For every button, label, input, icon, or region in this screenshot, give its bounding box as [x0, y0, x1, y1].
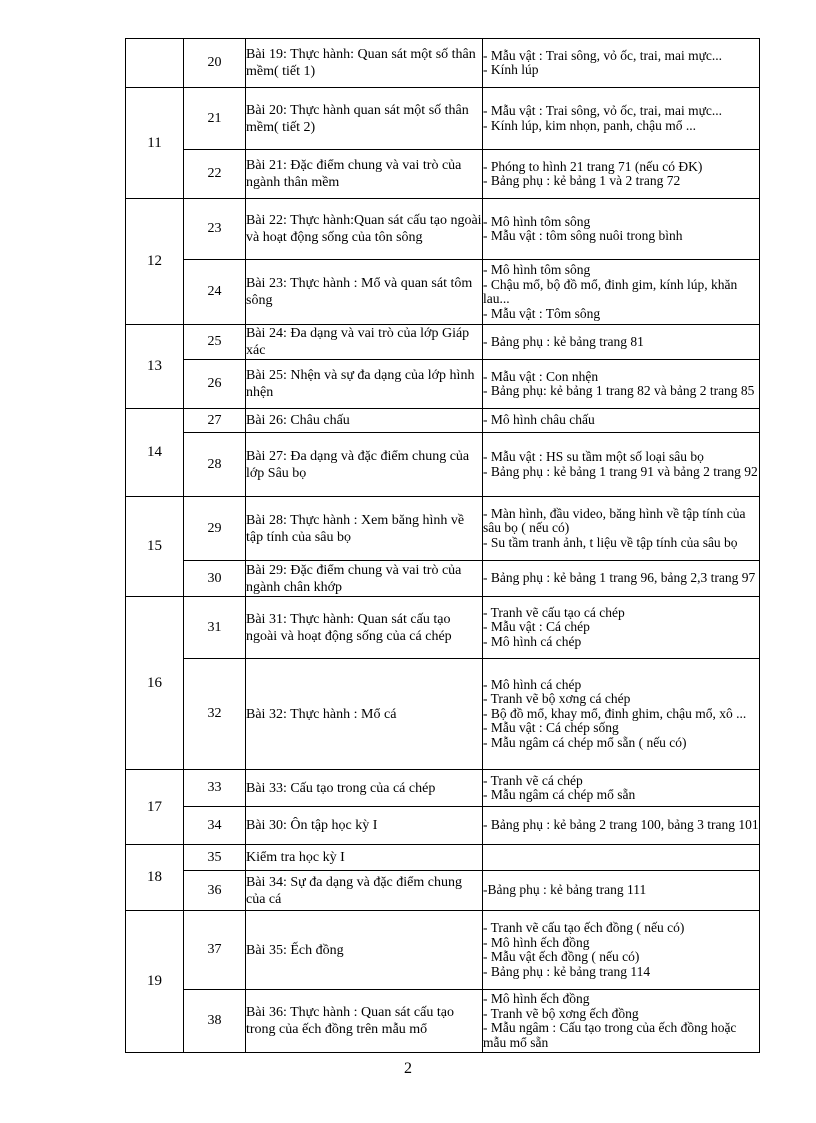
equipment-item: - Bảng phụ : kẻ bảng 2 trang 100, bảng 3 trang 101 — [483, 817, 759, 833]
period-cell: 36 — [184, 871, 246, 911]
equipment-item: - Mẫu vật : Con nhện — [483, 368, 599, 384]
table-row — [126, 150, 760, 199]
table-row — [126, 39, 760, 88]
period-cell: 25 — [184, 325, 246, 360]
equipment-cell — [483, 150, 760, 199]
equipment-cell — [483, 497, 760, 561]
period-cell: 21 — [184, 88, 246, 150]
period-cell: 27 — [184, 409, 246, 433]
lesson-cell: Bài 19: Thực hành: Quan sát một số thân mềm( tiết 1) — [246, 39, 483, 88]
equipment-cell — [483, 871, 760, 911]
equipment-cell — [483, 561, 760, 597]
equipment-item: - Mẫu vật ếch đồng ( nếu có) — [483, 949, 640, 964]
equipment-item: - Tranh vẽ cấu tạo cá chép — [483, 604, 625, 620]
equipment-cell — [483, 360, 760, 409]
table-row — [126, 260, 760, 325]
period-cell: 26 — [184, 360, 246, 409]
equipment-cell — [483, 770, 760, 807]
equipment-item: - Kính lúp — [483, 62, 539, 77]
period-cell: 30 — [184, 561, 246, 597]
equipment-item: - Chậu mổ, bộ đồ mổ, đinh gim, kính lúp, khăn lau... — [483, 276, 738, 306]
equipment-cell — [483, 325, 760, 360]
equipment-item: - Mẫu vật : HS su tầm một số loại sâu bọ — [483, 449, 704, 464]
lesson-cell: Bài 35: Ếch đồng — [246, 911, 483, 990]
lesson-cell: Bài 21: Đặc điểm chung và vai trò của ngành thân mềm — [246, 150, 483, 199]
equipment-item: - Mẫu ngâm cá chép mổ sẵn — [483, 787, 636, 802]
week-cell: 11 — [126, 88, 184, 199]
lesson-cell: Bài 23: Thực hành : Mổ và quan sát tôm sông — [246, 260, 483, 325]
table-row — [126, 597, 760, 659]
equipment-item: - Mẫu vật : Trai sông, vỏ ốc, trai, mai mực... — [483, 103, 723, 118]
equipment-item: - Tranh vẽ bộ xơng cá chép — [483, 691, 631, 707]
equipment-item: - Mẫu vật : Cá chép sống — [483, 720, 619, 736]
lesson-cell: Bài 33: Cấu tạo trong của cá chép — [246, 770, 483, 807]
lesson-cell: Bài 30: Ôn tập học kỳ I — [246, 807, 483, 845]
period-cell: 38 — [184, 990, 246, 1053]
lesson-cell: Bài 36: Thực hành : Quan sát cấu tạo trong của ếch đồng trên mẫu mổ — [246, 990, 483, 1053]
table-row — [126, 770, 760, 807]
lesson-cell: Bài 29: Đặc điểm chung và vai trò của ngành chân khớp — [246, 561, 483, 597]
equipment-item: - Mô hình cá chép — [483, 676, 582, 692]
equipment-cell — [483, 433, 760, 497]
equipment-item: - Bảng phụ : kẻ bảng 1 và 2 trang 72 — [483, 173, 681, 188]
equipment-cell — [483, 911, 760, 990]
lesson-cell: Bài 20: Thực hành quan sát một số thân mềm( tiết 2) — [246, 88, 483, 150]
table-row — [126, 990, 760, 1053]
period-cell: 33 — [184, 770, 246, 807]
period-cell: 28 — [184, 433, 246, 497]
equipment-cell — [483, 39, 760, 88]
lesson-cell: Bài 27: Đa dạng và đặc điểm chung của lớp Sâu bọ — [246, 433, 483, 497]
equipment-item: - Su tầm tranh ảnh, t liệu về tập tính của sâu bọ — [483, 534, 738, 550]
equipment-cell — [483, 990, 760, 1053]
equipment-item: -Bảng phụ : kẻ bảng trang 111 — [483, 882, 647, 898]
equipment-item: - Mẫu vật : tôm sông nuôi trong bình — [483, 228, 683, 243]
equipment-cell — [483, 807, 760, 845]
table-row — [126, 845, 760, 871]
lesson-cell: Bài 22: Thực hành:Quan sát cấu tạo ngoài và hoạt động sống của tôn sông — [246, 199, 483, 260]
lesson-cell: Bài 28: Thực hành : Xem băng hình về tập tính của sâu bọ — [246, 497, 483, 561]
table-row — [126, 325, 760, 360]
table-row — [126, 88, 760, 150]
period-cell: 32 — [184, 659, 246, 770]
table-row — [126, 497, 760, 561]
page-number: 2 — [404, 1060, 412, 1077]
period-cell: 31 — [184, 597, 246, 659]
table-row — [126, 433, 760, 497]
week-cell — [126, 39, 184, 88]
table-row — [126, 871, 760, 911]
week-cell: 16 — [126, 597, 184, 770]
period-cell: 37 — [184, 911, 246, 990]
lesson-cell: Bài 26: Châu chấu — [246, 409, 483, 433]
equipment-item: - Phóng to hình 21 trang 71 (nếu có ĐK) — [483, 158, 703, 174]
table-row — [126, 199, 760, 260]
table-row — [126, 807, 760, 845]
week-cell: 15 — [126, 497, 184, 597]
equipment-item: - Bảng phụ : kẻ bảng trang 81 — [483, 333, 644, 349]
equipment-item: - Bộ đồ mổ, khay mổ, đinh ghim, chậu mổ, xô ... — [483, 705, 747, 721]
week-cell: 13 — [126, 325, 184, 409]
equipment-item: - Tranh vẽ bộ xơng ếch đồng — [483, 1005, 639, 1021]
table-row — [126, 360, 760, 409]
equipment-cell — [483, 199, 760, 260]
equipment-item: - Bảng phụ : kẻ bảng 1 trang 91 và bảng 2 trang 92 — [483, 463, 758, 479]
table-row — [126, 561, 760, 597]
lesson-cell: Bài 25: Nhện và sự đa dạng của lớp hình nhện — [246, 360, 483, 409]
equipment-item: - Tranh vẽ cấu tạo ếch đồng ( nếu có) — [483, 920, 685, 935]
equipment-cell — [483, 659, 760, 770]
equipment-item: - Mẫu vật : Trai sông, vỏ ốc, trai, mai mực... — [483, 47, 723, 63]
equipment-item: - Mô hình cá chép — [483, 633, 582, 649]
equipment-cell — [483, 409, 760, 433]
lesson-cell: Bài 34: Sự đa dạng và đặc điểm chung của cá — [246, 871, 483, 911]
lesson-cell: Bài 32: Thực hành : Mổ cá — [246, 659, 483, 770]
equipment-cell — [483, 597, 760, 659]
equipment-item: - Bảng phụ : kẻ bảng trang 114 — [483, 963, 651, 979]
equipment-cell — [483, 260, 760, 325]
equipment-item: - Kính lúp, kim nhọn, panh, chậu mổ ... — [483, 117, 696, 133]
lesson-plan-table — [125, 38, 760, 1053]
lesson-cell: Bài 24: Đa dạng và vai trò của lớp Giáp xác — [246, 325, 483, 360]
equipment-item: - Mẫu vật : Cá chép — [483, 619, 590, 635]
period-cell: 24 — [184, 260, 246, 325]
equipment-item: - Mẫu ngâm : Cấu tạo trong của ếch đồng hoặc mẫu mổ sẵn — [483, 1020, 737, 1050]
equipment-item: - Màn hình, đầu video, băng hình về tập tính của sâu bọ ( nếu có) — [483, 505, 746, 536]
equipment-item: - Mô hình ếch đồng — [483, 991, 590, 1006]
week-cell: 18 — [126, 845, 184, 911]
equipment-cell — [483, 845, 760, 871]
table-row — [126, 659, 760, 770]
table-row — [126, 409, 760, 433]
period-cell: 29 — [184, 497, 246, 561]
period-cell: 34 — [184, 807, 246, 845]
equipment-cell — [483, 88, 760, 150]
period-cell: 22 — [184, 150, 246, 199]
equipment-item: - Mẫu vật : Tôm sông — [483, 305, 601, 321]
lesson-cell: Kiểm tra học kỳ I — [246, 845, 483, 871]
table-row — [126, 911, 760, 990]
lesson-cell: Bài 31: Thực hành: Quan sát cấu tạo ngoài và hoạt động sống của cá chép — [246, 597, 483, 659]
week-cell: 12 — [126, 199, 184, 325]
period-cell: 20 — [184, 39, 246, 88]
period-cell: 35 — [184, 845, 246, 871]
equipment-item: - Mô hình ếch đồng — [483, 934, 590, 950]
equipment-item: - Mô hình tôm sông — [483, 213, 591, 229]
period-cell: 23 — [184, 199, 246, 260]
week-cell: 17 — [126, 770, 184, 845]
week-cell: 19 — [126, 911, 184, 1053]
equipment-item: - Bảng phụ: kẻ bảng 1 trang 82 và bảng 2 trang 85 — [483, 383, 755, 398]
equipment-item: - Tranh vẽ cá chép — [483, 772, 583, 788]
equipment-item: - Mô hình châu chấu — [483, 412, 595, 428]
equipment-item: - Bảng phụ : kẻ bảng 1 trang 96, bảng 2,3 trang 97 — [483, 570, 756, 586]
equipment-item: - Mô hình tôm sông — [483, 262, 591, 277]
equipment-item: - Mẫu ngâm cá chép mổ sẵn ( nếu có) — [483, 734, 687, 750]
week-cell: 14 — [126, 409, 184, 497]
